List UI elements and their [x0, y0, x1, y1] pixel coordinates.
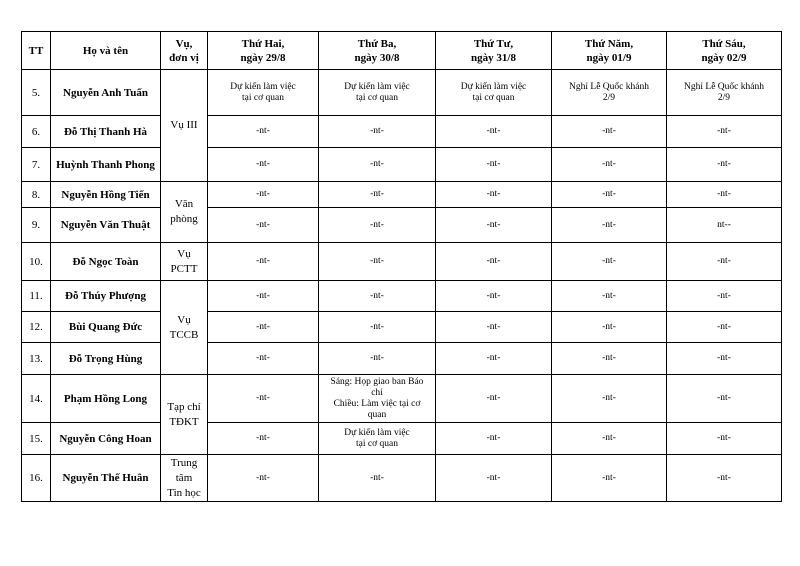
table-row — [22, 243, 782, 281]
cell-line: Dự kiến làm việc — [230, 81, 296, 92]
cell-line: tại cơ quan — [242, 92, 284, 103]
cell-line: Chiều: Làm việc tại cơ — [333, 398, 421, 409]
row-tt: 7. — [22, 148, 51, 182]
header-day-date: ngày 02/9 — [701, 51, 747, 64]
header-day-label: Thứ Sáu, — [702, 37, 746, 50]
header-name: Họ và tên — [51, 32, 161, 70]
schedule-cell-wed: -nt- — [436, 148, 552, 182]
schedule-cell-thu: -nt- — [552, 148, 667, 182]
table-row — [22, 116, 782, 148]
schedule-cell-tue: -nt- — [319, 182, 436, 208]
unit-cell-tap-chi — [161, 375, 208, 455]
table-row — [22, 343, 782, 375]
cell-line: Nghỉ Lễ Quốc khánh — [569, 81, 649, 92]
header-day-label: Thứ Năm, — [584, 37, 634, 50]
row-name: Đỗ Trọng Hùng — [51, 343, 161, 375]
schedule-cell-mon: -nt- — [208, 243, 319, 281]
header-unit-line1: Vụ, — [175, 37, 193, 50]
schedule-cell-fri: -nt- — [667, 375, 782, 423]
schedule-table — [21, 31, 782, 502]
header-day-wed — [436, 32, 552, 70]
schedule-cell-wed: -nt- — [436, 243, 552, 281]
schedule-cell-fri: -nt- — [667, 281, 782, 312]
row-tt: 9. — [22, 208, 51, 243]
schedule-cell-fri: -nt- — [667, 455, 782, 502]
row-name: Nguyễn Công Hoan — [51, 423, 161, 455]
schedule-cell-thu: -nt- — [552, 343, 667, 375]
schedule-cell-wed: -nt- — [436, 312, 552, 343]
row-name: Đỗ Ngọc Toàn — [51, 243, 161, 281]
schedule-cell-mon: -nt- — [208, 182, 319, 208]
header-day-label: Thứ Hai, — [241, 37, 285, 50]
unit-line: Vụ — [177, 313, 191, 326]
schedule-cell-wed: -nt- — [436, 208, 552, 243]
header-day-date: ngày 30/8 — [354, 51, 400, 64]
schedule-cell-thu: -nt- — [552, 243, 667, 281]
header-day-label: Thứ Ba, — [357, 37, 397, 50]
schedule-cell-tue: -nt- — [319, 455, 436, 502]
cell-line: tại cơ quan — [356, 438, 398, 449]
schedule-cell-wed: -nt- — [436, 281, 552, 312]
unit-cell-tccb — [161, 281, 208, 375]
schedule-cell-tue — [319, 70, 436, 116]
schedule-cell-tue: -nt- — [319, 281, 436, 312]
header-day-date: ngày 29/8 — [240, 51, 286, 64]
unit-line: TĐKT — [169, 415, 199, 428]
header-day-mon — [208, 32, 319, 70]
schedule-cell-mon: -nt- — [208, 208, 319, 243]
row-tt: 12. — [22, 312, 51, 343]
schedule-cell-thu: -nt- — [552, 182, 667, 208]
table-row — [22, 281, 782, 312]
row-name: Bùi Quang Đức — [51, 312, 161, 343]
schedule-cell-mon: -nt- — [208, 423, 319, 455]
header-day-thu — [552, 32, 667, 70]
header-day-label: Thứ Tư, — [473, 37, 514, 50]
schedule-cell-tue: -nt- — [319, 148, 436, 182]
unit-line: tâm — [175, 471, 193, 484]
unit-cell-trung-tam — [161, 455, 208, 502]
cell-line: chí — [371, 387, 383, 398]
schedule-cell-fri: -nt- — [667, 182, 782, 208]
row-tt: 14. — [22, 375, 51, 423]
row-name: Đỗ Thúy Phượng — [51, 281, 161, 312]
header-unit — [161, 32, 208, 70]
row-tt: 13. — [22, 343, 51, 375]
schedule-cell-tue: -nt- — [319, 243, 436, 281]
row-tt: 10. — [22, 243, 51, 281]
row-name: Phạm Hồng Long — [51, 375, 161, 423]
unit-cell-van-phong — [161, 182, 208, 243]
schedule-cell-mon: -nt- — [208, 148, 319, 182]
schedule-cell-mon: -nt- — [208, 116, 319, 148]
schedule-cell-thu: -nt- — [552, 455, 667, 502]
schedule-cell-mon: -nt- — [208, 455, 319, 502]
schedule-cell-fri: -nt- — [667, 148, 782, 182]
schedule-cell-tue — [319, 375, 436, 423]
unit-line: phòng — [170, 213, 198, 225]
header-day-tue — [319, 32, 436, 70]
schedule-cell-fri: nt-- — [667, 208, 782, 243]
schedule-cell-mon — [208, 70, 319, 116]
cell-line: tại cơ quan — [356, 92, 398, 103]
header-day-date: ngày 31/8 — [471, 51, 516, 64]
table-row — [22, 455, 782, 502]
table-row — [22, 148, 782, 182]
unit-line: Văn — [174, 198, 194, 210]
table-row — [22, 312, 782, 343]
schedule-cell-tue — [319, 423, 436, 455]
unit-line: Tin học — [167, 486, 201, 499]
row-tt: 5. — [22, 70, 51, 116]
schedule-cell-tue: -nt- — [319, 116, 436, 148]
schedule-cell-mon: -nt- — [208, 375, 319, 423]
schedule-cell-fri: -nt- — [667, 116, 782, 148]
schedule-cell-mon: -nt- — [208, 343, 319, 375]
schedule-cell-tue: -nt- — [319, 343, 436, 375]
unit-line: Vụ — [177, 247, 191, 260]
table-row — [22, 70, 782, 116]
header-row — [22, 32, 782, 70]
schedule-cell-thu: -nt- — [552, 208, 667, 243]
schedule-cell-wed: -nt- — [436, 375, 552, 423]
unit-line: Trung — [170, 456, 198, 469]
row-name: Nguyễn Anh Tuấn — [51, 70, 161, 116]
cell-line: 2/9 — [717, 92, 731, 103]
cell-line: 2/9 — [602, 92, 616, 103]
schedule-cell-fri: -nt- — [667, 243, 782, 281]
row-name: Nguyễn Hồng Tiến — [51, 182, 161, 208]
schedule-cell-wed: -nt- — [436, 182, 552, 208]
row-name: Nguyễn Thế Huân — [51, 455, 161, 502]
cell-line: Dự kiến làm việc — [460, 81, 527, 92]
row-tt: 15. — [22, 423, 51, 455]
table-row — [22, 182, 782, 208]
cell-line: Sáng: Họp giao ban Báo — [330, 376, 424, 387]
row-tt: 8. — [22, 182, 51, 208]
header-day-date: ngày 01/9 — [586, 51, 632, 64]
table-row — [22, 375, 782, 423]
row-tt: 6. — [22, 116, 51, 148]
schedule-cell-mon: -nt- — [208, 281, 319, 312]
schedule-cell-fri — [667, 70, 782, 116]
schedule-cell-wed: -nt- — [436, 343, 552, 375]
header-tt: TT — [22, 32, 51, 70]
cell-line: Dự kiến làm việc — [344, 81, 410, 92]
cell-line: tại cơ quan — [472, 92, 515, 103]
unit-cell-vu3 — [161, 70, 208, 182]
schedule-cell-wed: -nt- — [436, 423, 552, 455]
row-name: Huỳnh Thanh Phong — [51, 148, 161, 182]
schedule-cell-tue: -nt- — [319, 208, 436, 243]
row-tt: 11. — [22, 281, 51, 312]
table-row — [22, 423, 782, 455]
cell-line: quan — [367, 409, 387, 420]
schedule-cell-wed: -nt- — [436, 455, 552, 502]
schedule-cell-thu — [552, 70, 667, 116]
schedule-cell-wed — [436, 70, 552, 116]
schedule-cell-thu: -nt- — [552, 116, 667, 148]
unit-line: Vụ III — [170, 119, 198, 131]
cell-line: Nghỉ Lễ Quốc khánh — [684, 81, 764, 92]
schedule-cell-fri: -nt- — [667, 312, 782, 343]
schedule-cell-tue: -nt- — [319, 312, 436, 343]
row-name: Đỗ Thị Thanh Hà — [51, 116, 161, 148]
table-row — [22, 208, 782, 243]
unit-line: PCTT — [170, 262, 198, 275]
schedule-cell-thu: -nt- — [552, 375, 667, 423]
unit-line: TCCB — [169, 328, 199, 341]
schedule-cell-wed: -nt- — [436, 116, 552, 148]
unit-line: Tạp chí — [167, 400, 201, 413]
schedule-cell-mon: -nt- — [208, 312, 319, 343]
unit-cell-pctt — [161, 243, 208, 281]
header-day-fri — [667, 32, 782, 70]
schedule-cell-fri: -nt- — [667, 343, 782, 375]
header-unit-line2: đơn vị — [169, 51, 199, 64]
schedule-cell-thu: -nt- — [552, 281, 667, 312]
schedule-cell-fri: -nt- — [667, 423, 782, 455]
row-name: Nguyễn Văn Thuật — [51, 208, 161, 243]
cell-line: Dự kiến làm việc — [344, 427, 410, 438]
schedule-cell-thu: -nt- — [552, 312, 667, 343]
schedule-cell-thu: -nt- — [552, 423, 667, 455]
row-tt: 16. — [22, 455, 51, 502]
